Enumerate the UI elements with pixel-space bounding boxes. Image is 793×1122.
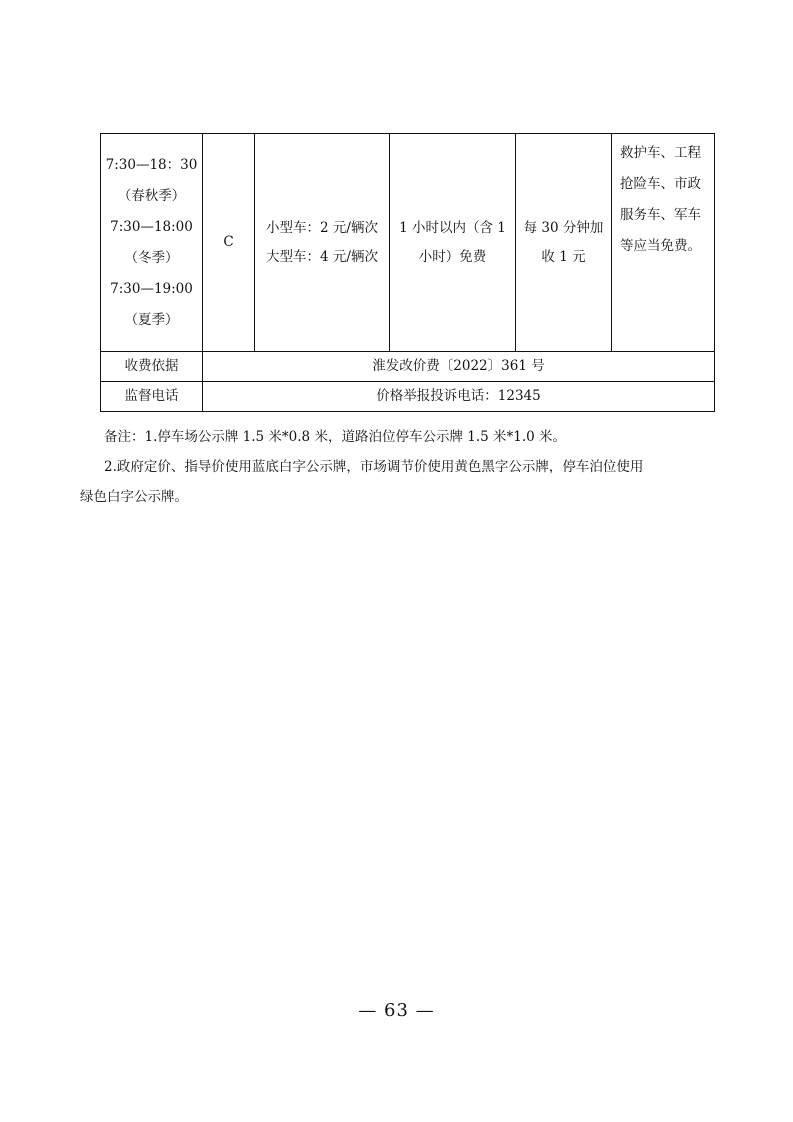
free-period-line: 小时）免费 bbox=[418, 248, 487, 265]
charging-hours-line: 7:30—18:00 bbox=[110, 218, 193, 235]
charging-basis-row bbox=[101, 352, 715, 382]
grade-value: C bbox=[223, 234, 234, 250]
page-number: — 63 — bbox=[358, 1000, 435, 1021]
note-line-1: 备注：1.停车场公示牌 1.5 米*0.8 米，道路泊位停车公示牌 1.5 米*1.0 米。 bbox=[104, 429, 567, 445]
large-vehicle-rate: 大型车：4 元/辆次 bbox=[266, 248, 378, 265]
exempt-vehicles-line: 服务车、军车 bbox=[620, 207, 701, 223]
supervision-phone-label: 监督电话 bbox=[101, 382, 203, 412]
surcharge-line: 每 30 分钟加 bbox=[523, 219, 604, 236]
exempt-vehicles-line: 救护车、工程 bbox=[620, 145, 701, 161]
fee-detail-row bbox=[101, 134, 715, 352]
charging-hours-line: （夏季） bbox=[124, 311, 179, 328]
charging-basis-value: 淮发改价费〔2022〕361 号 bbox=[203, 352, 715, 382]
supervision-phone-row bbox=[101, 382, 715, 412]
exempt-vehicles-line: 等应当免费。 bbox=[620, 238, 701, 254]
surcharge-line: 收 1 元 bbox=[541, 248, 586, 265]
charging-hours-line: （冬季） bbox=[124, 249, 179, 266]
free-period-line: 1 小时以内（含 1 bbox=[399, 219, 506, 236]
small-vehicle-rate: 小型车：2 元/辆次 bbox=[266, 219, 378, 236]
charging-hours-cell bbox=[101, 134, 203, 352]
charging-hours-line: 7:30—19:00 bbox=[110, 280, 193, 297]
free-period-cell bbox=[390, 134, 516, 352]
rate-cell bbox=[255, 134, 390, 352]
charging-basis-label: 收费依据 bbox=[101, 352, 203, 382]
surcharge-cell bbox=[516, 134, 612, 352]
parking-fee-table bbox=[100, 133, 715, 412]
charging-hours-line: 7:30—18：30 bbox=[105, 156, 198, 173]
note-line-3: 绿色白字公示牌。 bbox=[80, 489, 188, 505]
exempt-vehicles-line: 抢险车、市政 bbox=[620, 176, 701, 192]
notes-section bbox=[80, 422, 720, 512]
note-line-2: 2.政府定价、指导价使用蓝底白字公示牌，市场调节价使用黄色黑字公示牌，停车泊位使用 bbox=[104, 459, 644, 475]
exempt-vehicles-cell bbox=[612, 134, 715, 352]
supervision-phone-value: 价格举报投诉电话：12345 bbox=[203, 382, 715, 412]
charging-hours-line: （春秋季） bbox=[117, 187, 186, 204]
grade-cell bbox=[203, 134, 255, 352]
